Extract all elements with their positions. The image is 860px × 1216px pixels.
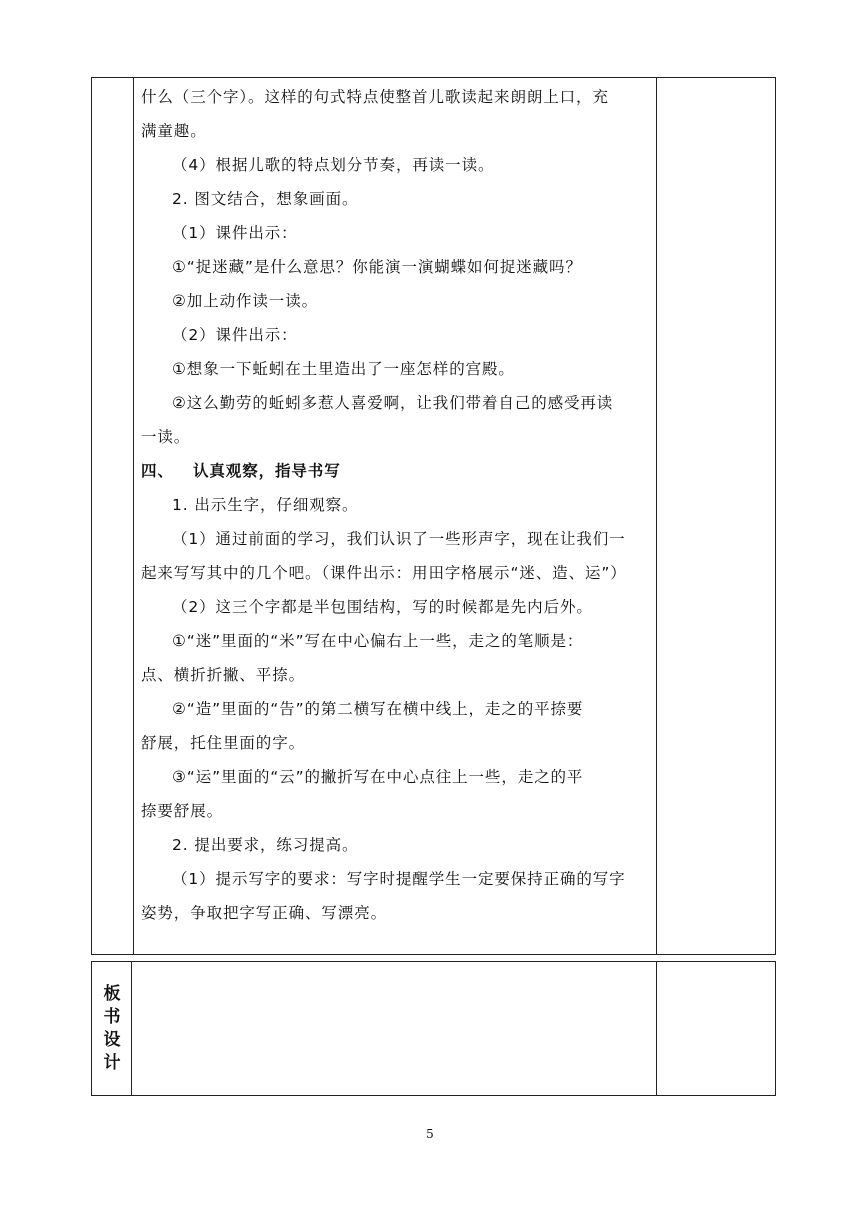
label-char: 书 [103, 1006, 121, 1027]
label-char: 设 [103, 1029, 121, 1050]
text-line: （2）课件出示： [172, 326, 298, 344]
text-line: （1）提示写字的要求：写字时提醒学生一定要保持正确的写字 [172, 870, 626, 888]
section-title: 认真观察，指导书写 [193, 462, 341, 480]
text-line: 舒展，托住里面的字。 [141, 734, 306, 752]
board-design-table [91, 961, 776, 1096]
column-divider-left [131, 962, 132, 1095]
text-line: （1）通过前面的学习，我们认识了一些形声字，现在让我们一 [172, 530, 626, 548]
text-line: 点、横折折撇、平捺。 [141, 666, 306, 684]
board-design-label [92, 962, 132, 1095]
text-line: ②这么勤劳的蚯蚓多惹人喜爱啊，让我们带着自己的感受再读 [172, 394, 614, 412]
text-line: （2）这三个字都是半包围结构，写的时候都是先内后外。 [172, 598, 593, 616]
text-line: 一读。 [141, 428, 191, 446]
text-line: （4）根据儿歌的特点划分节奏，再读一读。 [172, 156, 495, 174]
text-line: 满童趣。 [141, 122, 207, 140]
section-heading [141, 454, 651, 488]
text-line: 什么（三个字）。这样的句式特点使整首儿歌读起来朗朗上口，充 [141, 88, 609, 106]
label-char: 板 [103, 983, 121, 1004]
text-line: ①“捉迷藏”是什么意思？你能演一演蝴蝶如何捉迷藏吗？ [172, 258, 582, 276]
section-number: 四、 [141, 462, 174, 480]
text-line: （1）课件出示： [172, 224, 298, 242]
column-divider-left [133, 78, 134, 954]
lesson-content [141, 80, 651, 930]
text-line: ②加上动作读一读。 [172, 292, 318, 310]
text-line: 捺要舒展。 [141, 802, 224, 820]
label-char: 计 [103, 1052, 121, 1073]
text-line: ②“造”里面的“告”的第二横写在横中线上，走之的平捺要 [172, 700, 584, 718]
text-line: ③“运”里面的“云”的撇折写在中心点往上一些，走之的平 [172, 768, 584, 786]
text-line: 1. 出示生字，仔细观察。 [172, 496, 359, 514]
text-line: 起来写写其中的几个吧。（课件出示：用田字格展示“迷、造、运”） [141, 564, 627, 582]
text-line: 姿势，争取把字写正确、写漂亮。 [141, 904, 388, 922]
text-line: ①想象一下蚯蚓在土里造出了一座怎样的宫殿。 [172, 360, 515, 378]
page-number: 5 [426, 1127, 434, 1141]
text-line: 2. 提出要求，练习提高。 [172, 836, 359, 854]
column-divider-right [656, 962, 657, 1095]
text-line: 2. 图文结合，想象画面。 [172, 190, 359, 208]
column-divider-right [656, 78, 657, 954]
text-line: ①“迷”里面的“米”写在中心偏右上一些，走之的笔顺是： [172, 632, 584, 650]
